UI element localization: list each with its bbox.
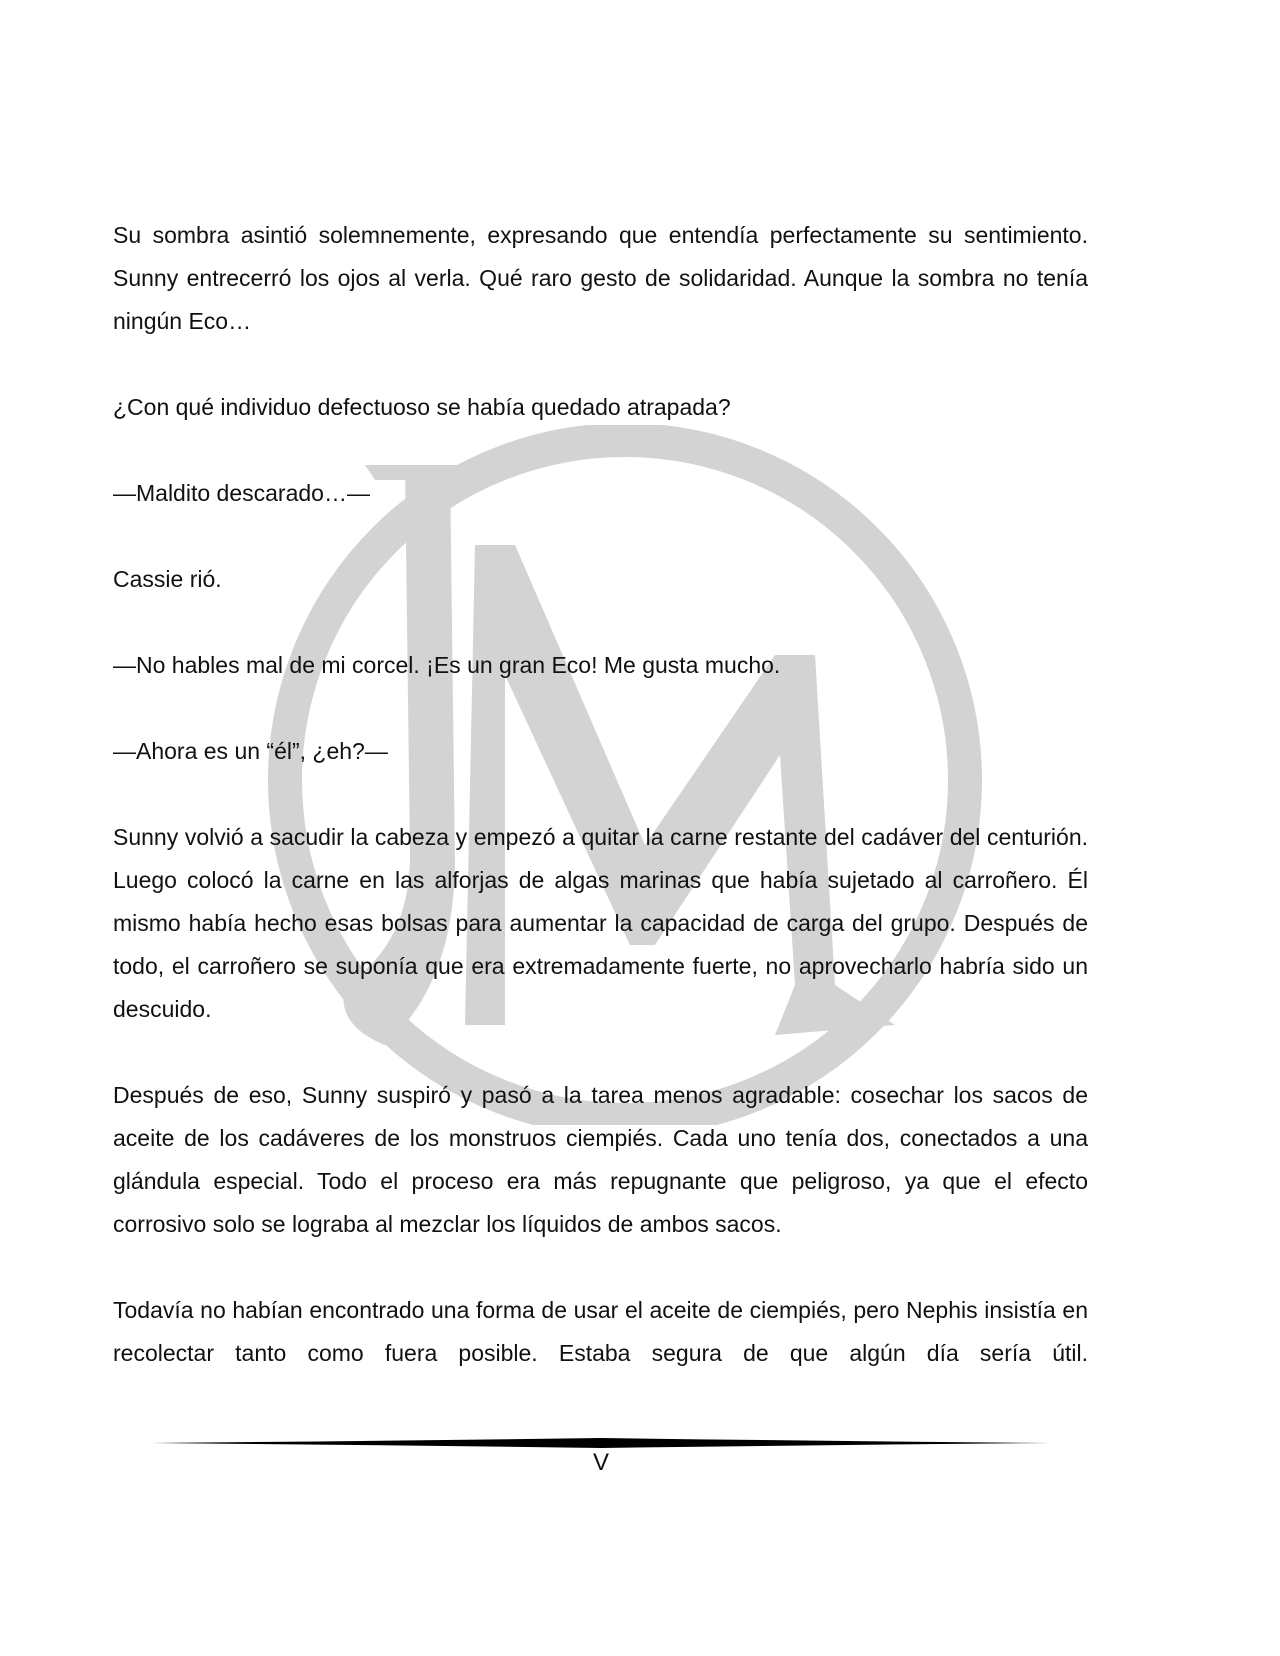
paragraph: Todavía no habían encontrado una forma de usar el aceite de ciempiés, pero Nephis insistía en recolectar tanto como fuera posible. Estaba segura de que algún día sería útil. bbox=[113, 1297, 1088, 1366]
paragraph: Su sombra asintió solemnemente, expresando que entendía perfectamente su sentimiento. Sunny entrecerró los ojos al verla. Qué raro gesto de solidaridad. Aunque la sombra no tenía ningún Eco… bbox=[113, 222, 1088, 334]
paragraph: —Ahora es un “él”, ¿eh?— bbox=[113, 738, 388, 764]
paragraph: —No hables mal de mi corcel. ¡Es un gran Eco! Me gusta mucho. bbox=[113, 652, 781, 678]
page-number: V bbox=[592, 1449, 609, 1476]
page-body bbox=[113, 214, 1088, 1418]
paragraph: Sunny volvió a sacudir la cabeza y empezó a quitar la carne restante del cadáver del centurión. Luego colocó la carne en las alforjas de algas marinas que había sujetado al carroñero. Él mismo había hecho esas bolsas para aumentar la capacidad de carga del grupo. Después de todo, el carroñero se suponía que era extremadamente fuerte, no aprovecharlo habría sido un descuido. bbox=[113, 824, 1088, 1022]
paragraph: Cassie rió. bbox=[113, 566, 222, 592]
paragraph: —Maldito descarado…— bbox=[113, 480, 370, 506]
footer-divider-stroke bbox=[152, 1438, 1050, 1448]
paragraph: ¿Con qué individuo defectuoso se había quedado atrapada? bbox=[113, 394, 731, 420]
paragraph: Después de eso, Sunny suspiró y pasó a la tarea menos agradable: cosechar los sacos de aceite de los cadáveres de los monstruos ciempiés. Cada uno tenía dos, conectados a una glándula especial. Todo el proceso era más repugnante que peligroso, ya que el efecto corrosivo solo se lograba al mezclar los líquidos de ambos sacos. bbox=[113, 1082, 1088, 1237]
